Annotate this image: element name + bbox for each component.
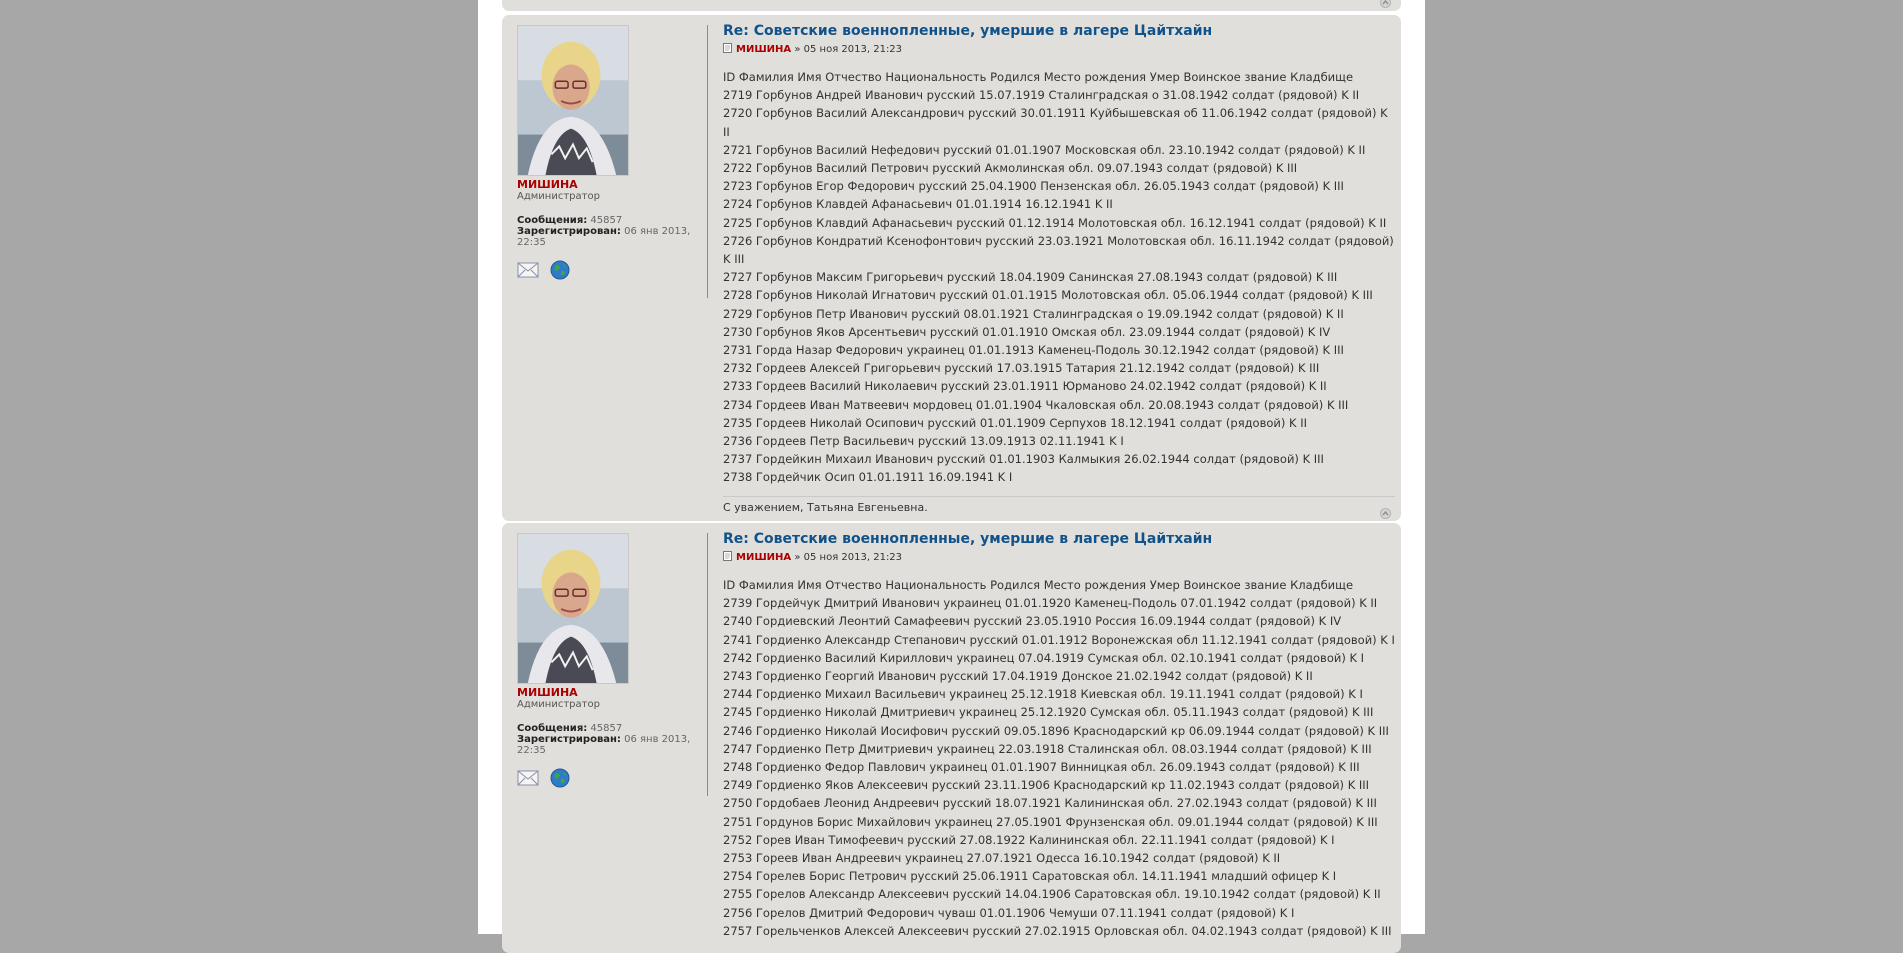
post-body: [723, 531, 1395, 940]
content-line: 2755 Горелов Александр Алексеевич русский 14.04.1906 Саратовская обл. 19.10.1942 солдат (рядовой) K II: [723, 887, 1381, 902]
content-line: 2733 Гордеев Василий Николаевич русский 23.01.1911 Юрманово 24.02.1942 солдат (рядовой) K II: [723, 379, 1327, 394]
registered-label: Зарегистрирован:: [517, 734, 621, 745]
avatar[interactable]: [517, 25, 629, 176]
content-line: 2739 Гордейчук Дмитрий Иванович украинец 01.01.1920 Каменец-Подоль 07.01.1942 солдат (рядовой) K II: [723, 596, 1378, 611]
profile-contact: [517, 260, 707, 284]
profile-divider: [707, 25, 708, 298]
signature-divider: [723, 496, 1395, 497]
envelope-icon[interactable]: [517, 769, 539, 791]
profile-posts-count: [517, 723, 707, 734]
post-author[interactable]: МИШИНА: [736, 44, 792, 55]
content-line: 2744 Гордиенко Михаил Васильевич украинец 25.12.1918 Киевская обл. 19.11.1941 солдат (рядовой) K I: [723, 687, 1363, 702]
content-line: 2723 Горбунов Егор Федорович русский 25.04.1900 Пензенская обл. 26.05.1943 солдат (рядовой) K III: [723, 179, 1344, 194]
content-line: 2738 Гордейчик Осип 01.01.1911 16.09.1941 K I: [723, 470, 1013, 485]
content-line: ID Фамилия Имя Отчество Национальность Родился Место рождения Умер Воинское звание Кладбище: [723, 578, 1354, 592]
post-title[interactable]: Re: Советские военнопленные, умершие в лагере Цайтхайн: [723, 23, 1213, 39]
content-line: 2747 Гордиенко Петр Дмитриевич украинец 22.03.1918 Сталинская обл. 08.03.1944 солдат (рядовой) K III: [723, 741, 1372, 756]
content-line: 2726 Горбунов Кондратий Ксенофонтович русский 23.03.1921 Молотовская обл. 16.11.1942 солдат (рядовой): [723, 233, 1394, 248]
profile-username[interactable]: МИШИНА: [517, 178, 578, 191]
content-line: 2732 Гордеев Алексей Григорьевич русский 17.03.1915 Татария 21.12.1942 солдат (рядовой) K III: [723, 361, 1320, 376]
content-line: 2719 Горбунов Андрей Иванович русский 15.07.1919 Сталинградская о 31.08.1942 солдат (рядовой) K II: [723, 88, 1360, 103]
posts-count-label: Сообщения:: [517, 215, 588, 226]
content-line: 2746 Гордиенко Николай Иосифович русский 09.05.1896 Краснодарский кр 06.09.1944 солдат (рядовой) K III: [723, 723, 1389, 738]
post-signature: С уважением, Татьяна Евгеньевна.: [723, 500, 928, 514]
registered-date: 06 янв 2013,: [624, 226, 691, 237]
content-line: 2754 Горелев Борис Петрович русский 25.06.1911 Саратовская обл. 14.11.1941 младший офицер K I: [723, 869, 1337, 884]
posts-count-label: Сообщения:: [517, 723, 588, 734]
content-line: ID Фамилия Имя Отчество Национальность Родился Место рождения Умер Воинское звание Кладбище: [723, 70, 1354, 84]
profile-username[interactable]: МИШИНА: [517, 686, 578, 699]
post: [502, 15, 1401, 521]
profile-rank: Администратор: [517, 699, 600, 710]
content-line: 2740 Гордиевский Леонтий Самафеевич русский 23.05.1910 Россия 16.09.1944 солдат (рядовой) K IV: [723, 614, 1342, 629]
content-line: 2743 Гордиенко Георгий Иванович русский 17.04.1919 Донское 21.02.1942 солдат (рядовой) K II: [723, 669, 1313, 684]
date-separator: »: [794, 44, 801, 55]
profile-posts-count: [517, 215, 707, 226]
content-line: 2735 Гордеев Николай Осипович русский 01.01.1909 Серпухов 18.12.1941 солдат (рядовой) K II: [723, 415, 1308, 430]
profile-rank: Администратор: [517, 191, 600, 202]
post-date: 05 ноя 2013, 21:23: [803, 44, 903, 55]
post-document-icon[interactable]: [723, 43, 732, 57]
posts-count-value: 45857: [590, 215, 623, 226]
registered-time: 22:35: [517, 237, 546, 248]
profile-registered: [517, 226, 707, 248]
content-line: 2725 Горбунов Клавдий Афанасьевич русский 01.12.1914 Молотовская обл. 16.12.1941 солдат (рядовой) K II: [723, 215, 1387, 230]
post-title[interactable]: Re: Советские военнопленные, умершие в лагере Цайтхайн: [723, 531, 1213, 547]
content-line: 2728 Горбунов Николай Игнатович русский 01.01.1915 Молотовская обл. 05.06.1944 солдат (рядовой) K III: [723, 288, 1373, 303]
posts-count-value: 45857: [590, 723, 623, 734]
post-date: 05 ноя 2013, 21:23: [803, 552, 903, 563]
post-body: [723, 23, 1395, 515]
content-line: 2751 Гордунов Борис Михайлович украинец 27.05.1901 Фрунзенская обл. 09.01.1944 солдат (рядовой) K III: [723, 814, 1378, 829]
profile-registered: [517, 734, 707, 756]
content-line: 2730 Горбунов Яков Арсентьевич русский 01.01.1910 Омская обл. 23.09.1944 солдат (рядовой) K IV: [723, 324, 1331, 339]
content-line: 2736 Гордеев Петр Васильевич русский 13.09.1913 02.11.1941 K I: [723, 434, 1124, 449]
content-line: 2742 Гордиенко Василий Кириллович украинец 07.04.1919 Сумская обл. 02.10.1941 солдат (рядовой) K I: [723, 650, 1365, 665]
content-line: 2734 Гордеев Иван Матвеевич мордовец 01.01.1904 Чкаловская обл. 20.08.1943 солдат (рядовой) K III: [723, 397, 1349, 412]
post-content: [723, 576, 1395, 940]
post: [502, 523, 1401, 953]
content-line: 2737 Гордейкин Михаил Иванович русский 01.01.1903 Калмыкия 26.02.1944 солдат (рядовой) K III: [723, 452, 1324, 467]
globe-icon[interactable]: [550, 260, 570, 284]
avatar[interactable]: [517, 533, 629, 684]
post-profile: [517, 25, 707, 284]
content-line: K III: [723, 252, 745, 267]
profile-contact: [517, 768, 707, 792]
post-author-line: [723, 43, 1395, 57]
registered-label: Зарегистрирован:: [517, 226, 621, 237]
registered-time: 22:35: [517, 745, 546, 756]
content-line: 2749 Гордиенко Яков Алексеевич русский 23.11.1906 Краснодарский кр 11.02.1943 солдат (рядовой) K III: [723, 778, 1370, 793]
registered-date: 06 янв 2013,: [624, 734, 691, 745]
content-line: 2748 Гордиенко Федор Павлович украинец 01.01.1907 Винницкая обл. 26.09.1943 солдат (рядовой) K III: [723, 760, 1360, 775]
content-line: 2752 Горев Иван Тимофеевич русский 27.08.1922 Калининская обл. 22.11.1941 солдат (рядовой) K I: [723, 832, 1335, 847]
content-line: 2727 Горбунов Максим Григорьевич русский 18.04.1909 Санинская 27.08.1943 солдат (рядовой) K III: [723, 270, 1338, 285]
content-line: 2745 Гордиенко Николай Дмитриевич украинец 25.12.1920 Сумская обл. 05.11.1943 солдат (рядовой) K III: [723, 705, 1374, 720]
date-separator: »: [794, 552, 801, 563]
content-line: 2729 Горбунов Петр Иванович русский 08.01.1921 Сталинградская о 19.09.1942 солдат (рядовой) K II: [723, 306, 1344, 321]
post-author-line: [723, 551, 1395, 565]
content-line: 2757 Горельченков Алексей Алексеевич русский 27.02.1915 Орловская обл. 04.02.1943 солдат (рядовой) K III: [723, 923, 1392, 938]
content-line: 2731 Горда Назар Федорович украинец 01.01.1913 Каменец-Подоль 30.12.1942 солдат (рядовой) K III: [723, 343, 1344, 358]
page-wrapper: [478, 0, 1425, 938]
envelope-icon[interactable]: [517, 261, 539, 283]
content-line: 2721 Горбунов Василий Нефедович русский 01.01.1907 Московская обл. 23.10.1942 солдат (рядовой) K II: [723, 142, 1366, 157]
previous-post-bottom: [502, 0, 1401, 11]
post-content: [723, 68, 1395, 487]
post-document-icon[interactable]: [723, 551, 732, 565]
content-line: 2756 Горелов Дмитрий Федорович чуваш 01.01.1906 Чемуши 07.11.1941 солдат (рядовой) K I: [723, 905, 1295, 920]
globe-icon[interactable]: [550, 768, 570, 792]
content-line: 2722 Горбунов Василий Петрович русский Акмолинская обл. 09.07.1943 солдат (рядовой) K III: [723, 161, 1298, 176]
post-profile: [517, 533, 707, 792]
content-line: 2720 Горбунов Василий Александрович русский 30.01.1911 Куйбышевская об 11.06.1942 солдат (рядовой) K II: [723, 106, 1388, 139]
post-author[interactable]: МИШИНА: [736, 552, 792, 563]
profile-divider: [707, 533, 708, 796]
content-line: 2750 Гордобаев Леонид Андреевич русский 18.07.1921 Калининская обл. 27.02.1943 солдат (рядовой) K III: [723, 796, 1377, 811]
back-to-top-icon[interactable]: [1380, 0, 1391, 8]
content-line: 2753 Гореев Иван Андреевич украинец 27.07.1921 Одесса 16.10.1942 солдат (рядовой) K II: [723, 851, 1281, 866]
back-to-top-icon[interactable]: [1380, 504, 1391, 515]
content-line: 2741 Гордиенко Александр Степанович русский 01.01.1912 Воронежская обл 11.12.1941 солдат (рядовой) K I: [723, 632, 1395, 647]
content-line: 2724 Горбунов Клавдей Афанасьевич 01.01.1914 16.12.1941 K II: [723, 197, 1113, 212]
